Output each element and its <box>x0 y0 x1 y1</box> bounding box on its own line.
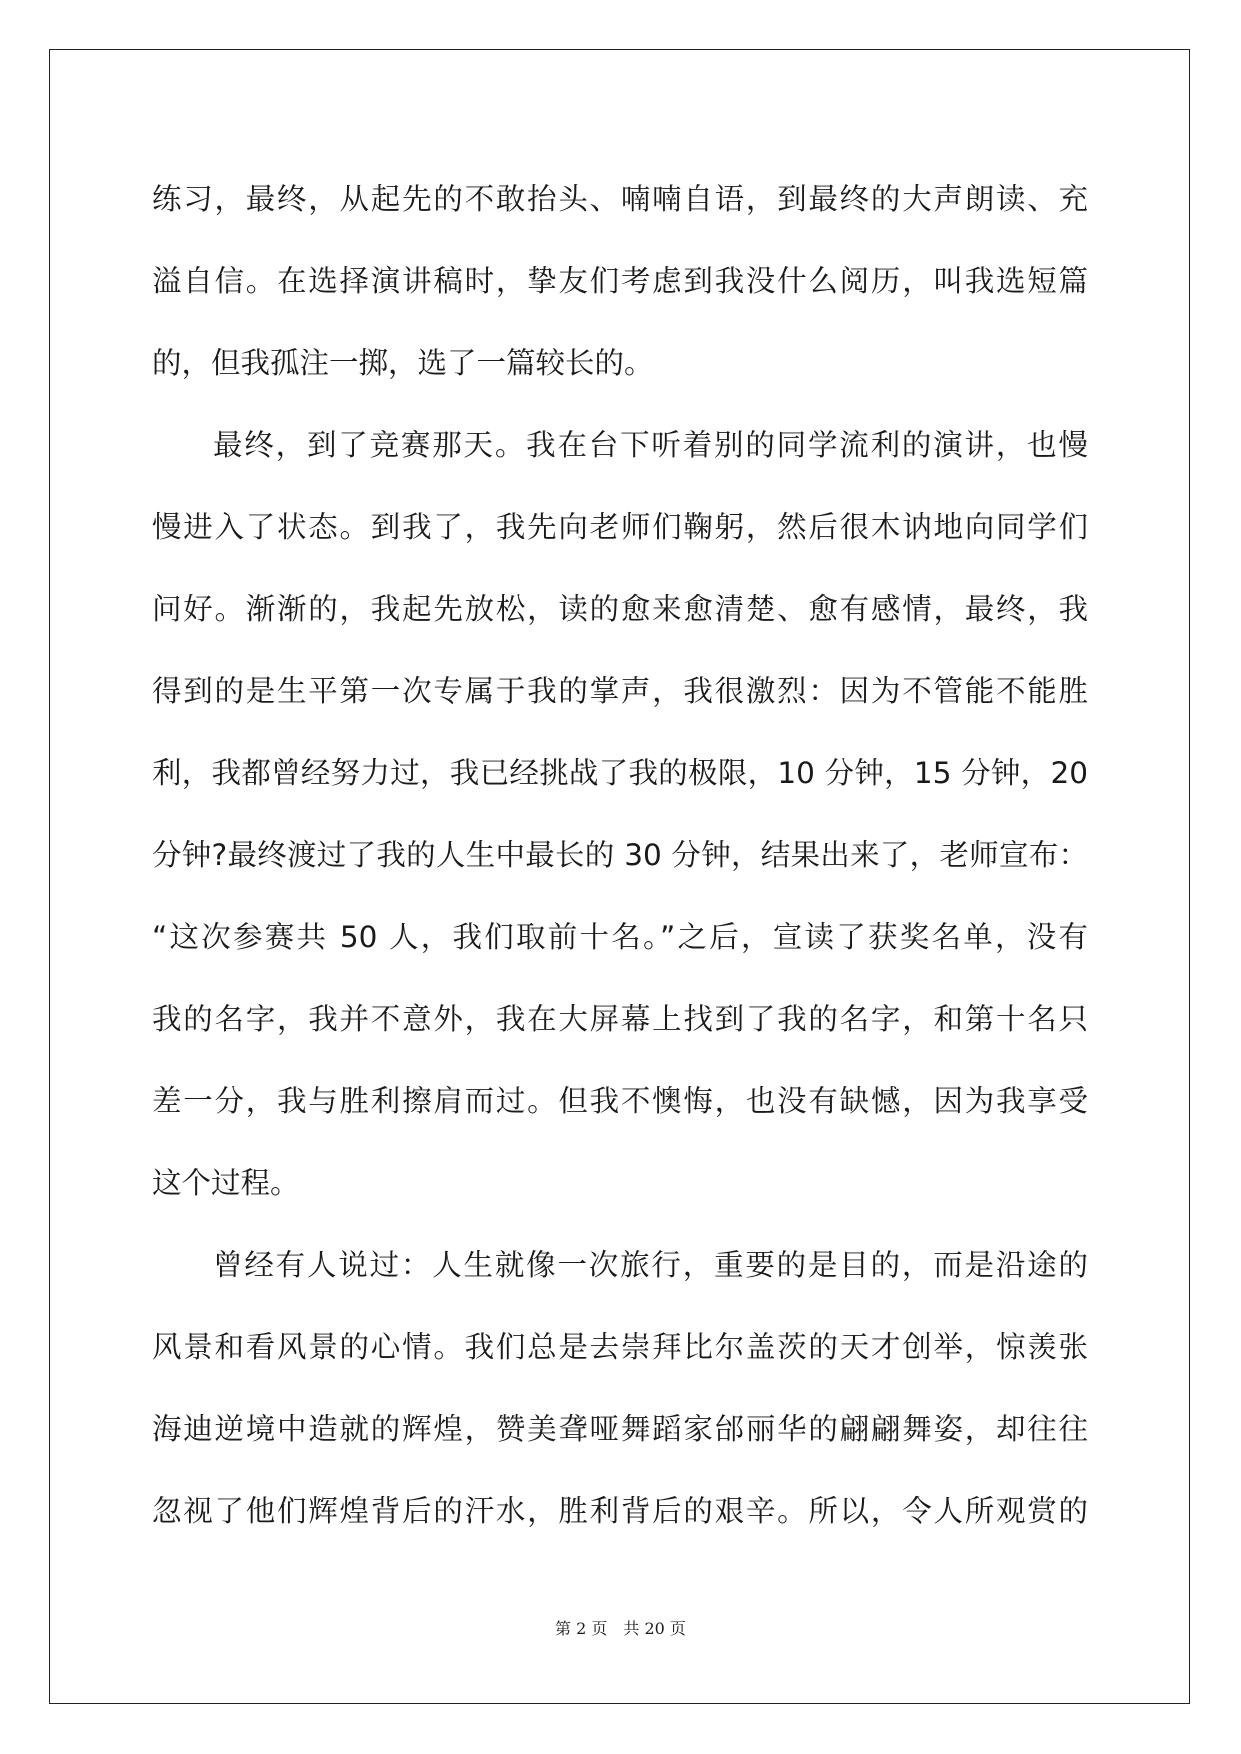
text-line: 差一分，我与胜利擦肩而过。但我不懊悔，也没有缺憾，因为我享受 <box>152 1084 1088 1118</box>
page-number-footer: 第 2 页 共 20 页 <box>555 1619 686 1638</box>
document-body <box>152 158 1088 1552</box>
text-line: 分钟?最终渡过了我的人生中最长的 30 分钟，结果出来了，老师宣布： <box>152 838 1088 872</box>
text-line: 我的名字，我并不意外，我在大屏幕上找到了我的名字，和第十名只 <box>152 1002 1088 1036</box>
text-line: 忽视了他们辉煌背后的汗水，胜利背后的艰辛。所以，令人所观赏的 <box>152 1494 1088 1528</box>
text-line: 练习，最终，从起先的不敢抬头、喃喃自语，到最终的大声朗读、充 <box>152 182 1088 216</box>
text-line: “这次参赛共 50 人，我们取前十名。”之后，宣读了获奖名单，没有 <box>152 920 1088 954</box>
text-line: 的，但我孤注一掷，选了一篇较长的。 <box>152 346 654 380</box>
text-line: 溢自信。在选择演讲稿时，挚友们考虑到我没什么阅历，叫我选短篇 <box>152 264 1088 298</box>
text-line: 海迪逆境中造就的辉煌，赞美聋哑舞蹈家邰丽华的翩翩舞姿，却往往 <box>152 1412 1088 1446</box>
text-line: 问好。渐渐的，我起先放松，读的愈来愈清楚、愈有感情，最终，我 <box>152 592 1088 626</box>
text-line: 得到的是生平第一次专属于我的掌声，我很激烈：因为不管能不能胜 <box>152 674 1088 708</box>
text-line: 这个过程。 <box>152 1166 300 1200</box>
text-line: 慢进入了状态。到我了，我先向老师们鞠躬，然后很木讷地向同学们 <box>152 510 1088 544</box>
text-line: 风景和看风景的心情。我们总是去崇拜比尔盖茨的天才创举，惊羡张 <box>152 1330 1088 1364</box>
paragraph-first-line: 最终，到了竞赛那天。我在台下听着别的同学流利的演讲，也慢 <box>213 428 1088 462</box>
text-line: 利，我都曾经努力过，我已经挑战了我的极限，10 分钟，15 分钟，20 <box>152 756 1088 790</box>
paragraph-first-line: 曾经有人说过：人生就像一次旅行，重要的是目的，而是沿途的 <box>213 1248 1088 1282</box>
